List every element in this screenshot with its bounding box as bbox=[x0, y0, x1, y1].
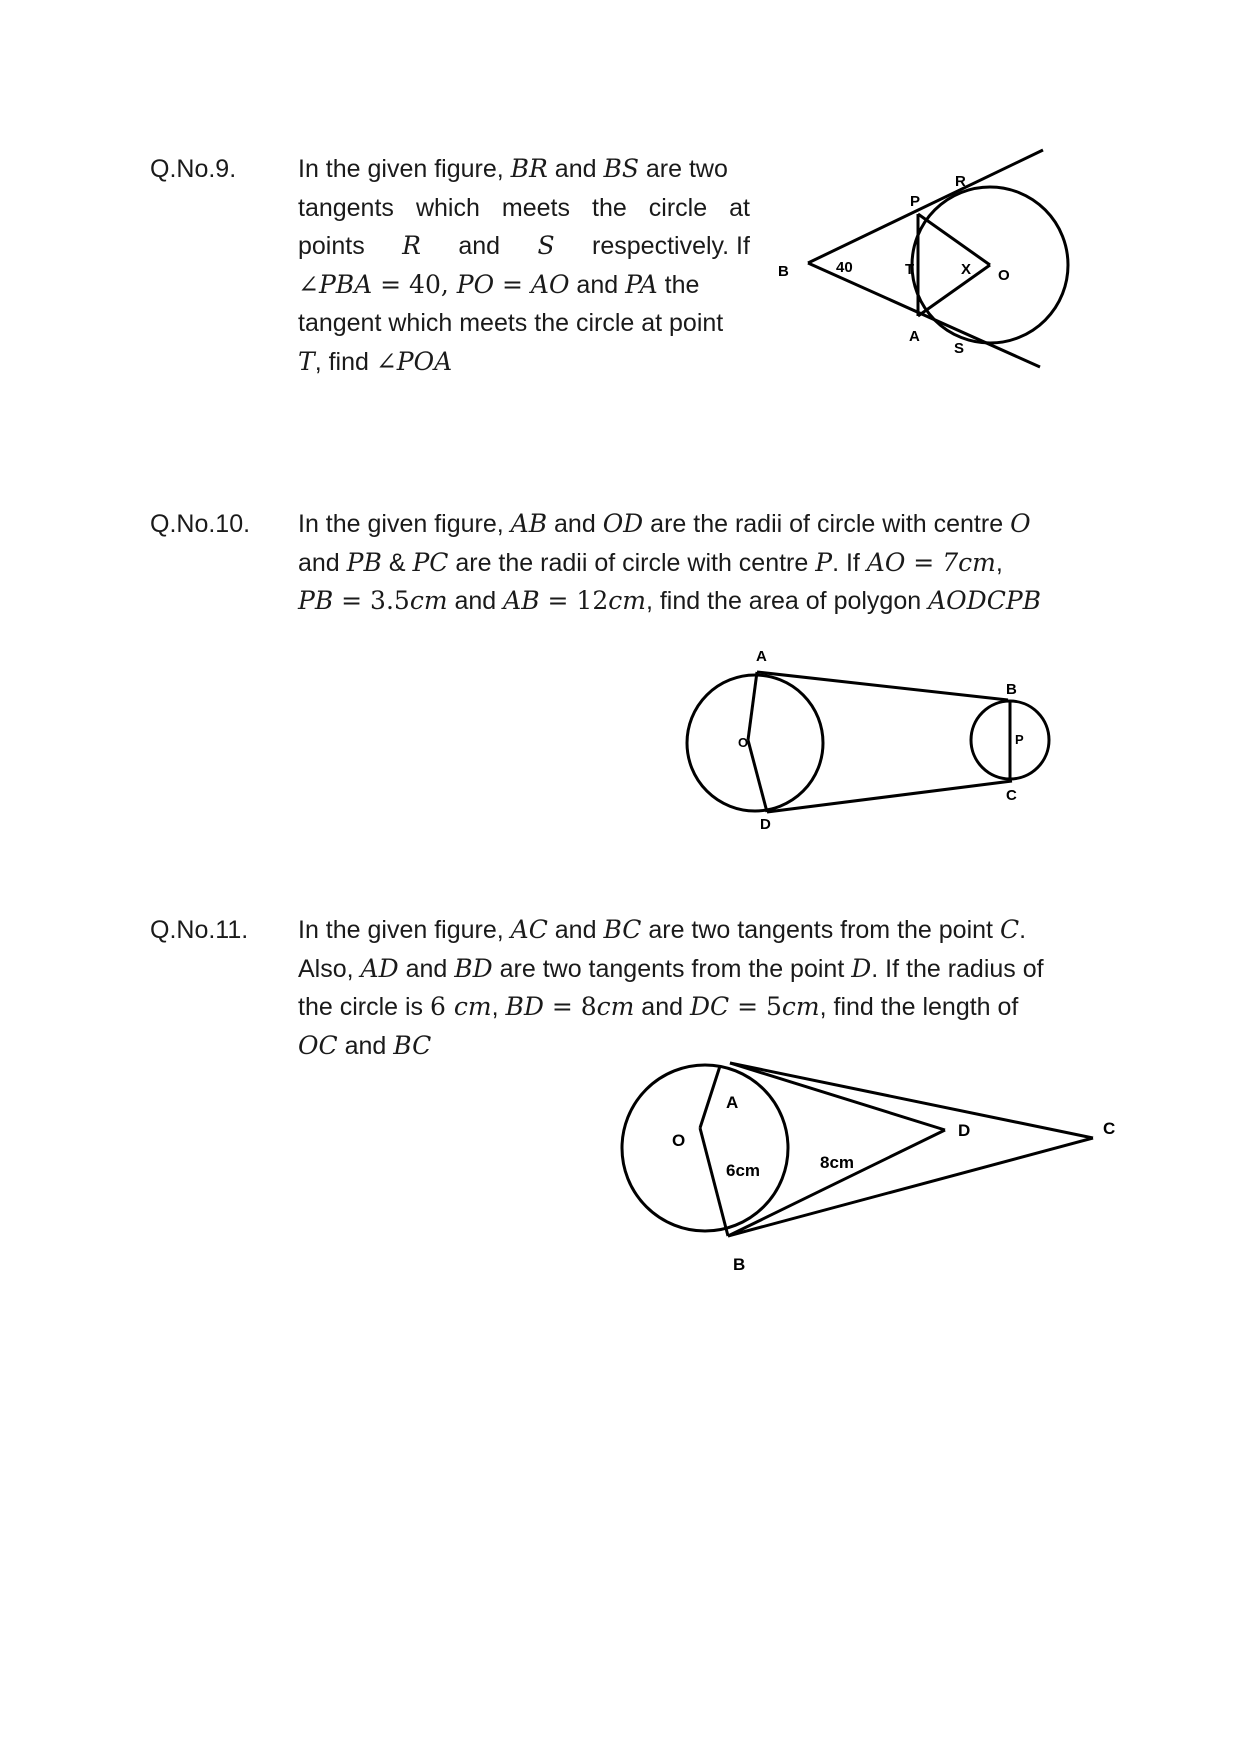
q11-line-1: In the given figure, AC and BC are two tangents from the point C. bbox=[298, 915, 1027, 944]
q11-tangent-bd bbox=[728, 1130, 945, 1236]
q11-label-d: D bbox=[958, 1121, 971, 1140]
q9-line-2: tangents which meets the circle at bbox=[298, 193, 750, 222]
q9-label-b: B bbox=[778, 263, 789, 280]
q9-label-p: P bbox=[910, 193, 921, 210]
q9-line-1: In the given figure, BR and BS are two bbox=[298, 154, 728, 183]
q10-label-p: P bbox=[1015, 732, 1024, 747]
q11-line-2: Also, AD and BD are two tangents from the point D. If the radius of bbox=[298, 953, 1044, 983]
q11-tangent-ad bbox=[730, 1063, 945, 1130]
q9-line-4: ∠PBA = 40, PO = AO and PA the bbox=[298, 269, 700, 299]
q11-line-3: the circle is 6 cm, BD = 8cm and DC = 5cm, find the length of bbox=[298, 992, 1019, 1021]
q10-label-c: C bbox=[1006, 787, 1017, 804]
q11-line-4: OC and BC bbox=[298, 1030, 432, 1060]
q10-label-a: A bbox=[756, 648, 767, 665]
q9-label-s: S bbox=[954, 340, 965, 357]
q10-label-d: D bbox=[760, 816, 771, 833]
q11-label-c: C bbox=[1103, 1119, 1116, 1138]
q9-label-angle: 40 bbox=[836, 259, 853, 276]
q11-label-o: O bbox=[672, 1131, 686, 1150]
q10-line-3: PB = 3.5cm and AB = 12cm, find the area of polygon AODCPB bbox=[298, 586, 1042, 615]
q11-radius-oa bbox=[700, 1066, 720, 1128]
q10-line-1: In the given figure, AB and OD are the radii of circle with centre O bbox=[298, 509, 1031, 538]
q11-label-r: 6cm bbox=[726, 1161, 761, 1180]
q11-label-b: B bbox=[733, 1255, 746, 1274]
q9-label-x: X bbox=[961, 261, 972, 278]
q9-label-t: T bbox=[905, 261, 915, 278]
q9-label-o: O bbox=[998, 267, 1010, 284]
question-9-number: Q.No.9. bbox=[150, 155, 237, 183]
question-10-number: Q.No.10. bbox=[150, 510, 251, 538]
q9-line-5: tangent which meets the circle at point bbox=[298, 309, 724, 337]
q9-line-6: T, find ∠POA bbox=[298, 346, 453, 376]
q11-radius-ob bbox=[700, 1128, 728, 1236]
q10-label-o: O bbox=[738, 735, 749, 750]
q9-label-a: A bbox=[909, 328, 920, 345]
q10-label-b: B bbox=[1006, 681, 1017, 698]
q9-line-3: points R and S respectively. If bbox=[298, 231, 750, 260]
q11-label-bd: 8cm bbox=[820, 1153, 855, 1172]
q11-tangent-bc bbox=[728, 1138, 1093, 1236]
q9-label-r: R bbox=[955, 173, 966, 190]
q11-label-a: A bbox=[726, 1093, 739, 1112]
q10-line-2: and PB & PC are the radii of circle with centre P. If AO = 7cm, bbox=[298, 547, 1003, 577]
question-11-number: Q.No.11. bbox=[150, 916, 249, 944]
